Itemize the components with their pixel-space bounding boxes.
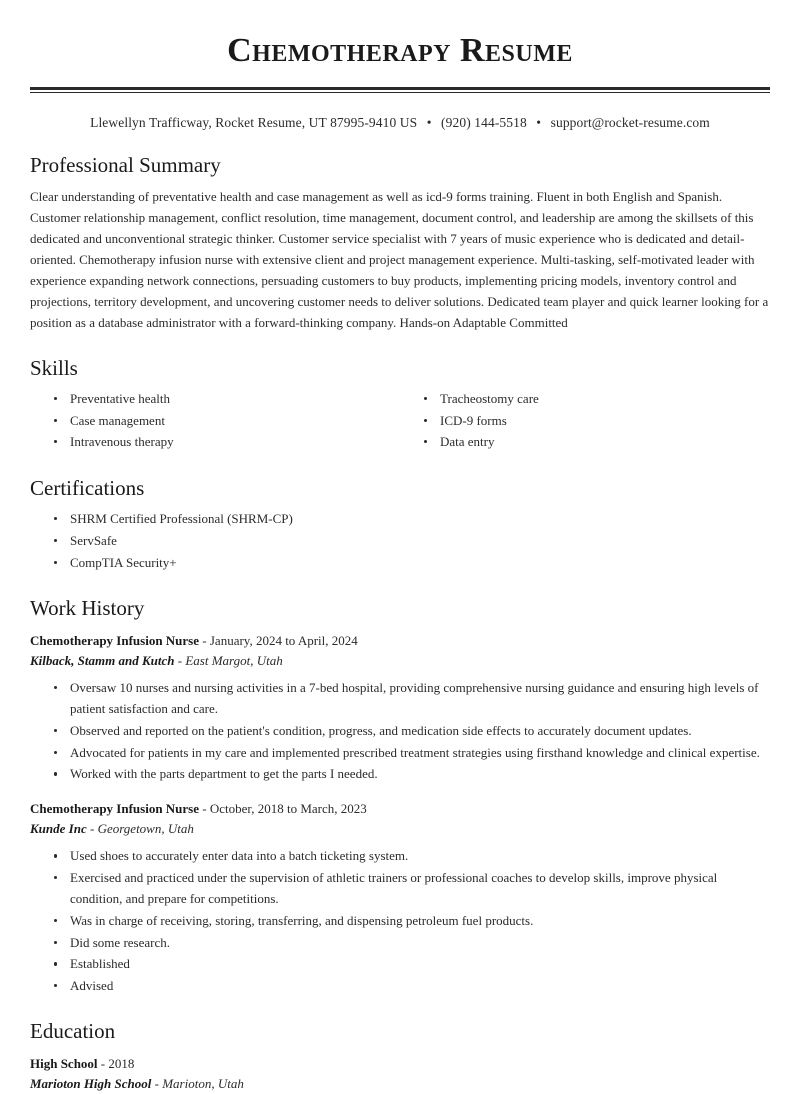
job-company-dash: -: [177, 653, 183, 668]
job-company-dash: -: [89, 821, 95, 837]
list-item: Advocated for patients in my care and implemented prescribed treatment strategies using firsthand knowledge and clinical expertise.: [52, 743, 770, 764]
contact-separator-2: •: [536, 115, 542, 130]
list-item: SHRM Certified Professional (SHRM-CP): [52, 509, 770, 530]
list-item: Was in charge of receiving, storing, transferring, and dispensing petroleum fuel products.: [52, 911, 770, 932]
job-responsibilities-list: [30, 678, 770, 785]
list-item: Intravenous therapy: [52, 432, 400, 453]
list-item: Established: [52, 954, 770, 975]
section-professional-summary: [30, 153, 770, 334]
contact-email[interactable]: support@rocket-resume.com: [550, 115, 710, 130]
job-title-dash: -: [202, 632, 207, 648]
list-item: ServSafe: [52, 531, 770, 552]
header-divider: [30, 87, 770, 94]
contact-address: Llewellyn Trafficway, Rocket Resume, UT 87995-9410 US: [90, 115, 418, 130]
job-company-line: [30, 651, 770, 671]
section-title-skills: Skills: [30, 355, 78, 380]
job-company-line: [30, 819, 770, 839]
list-item: Observed and reported on the patient's condition, progress, and medication side effects to accurately document updates.: [52, 721, 770, 742]
resume-page: [0, 30, 800, 1094]
list-item: Preventative health: [52, 389, 400, 410]
skills-list-right: [400, 389, 770, 453]
list-item: ICD-9 forms: [422, 411, 770, 432]
section-title-education: Education: [30, 1018, 116, 1043]
list-item: Tracheostomy care: [422, 389, 770, 410]
skills-column-right: [400, 389, 770, 454]
divider-rule-thin: [30, 92, 770, 94]
education-school-line: [30, 1074, 770, 1094]
contact-line: [30, 115, 770, 131]
section-education: [30, 1019, 770, 1094]
job-title: Chemotherapy Infusion Nurse: [30, 801, 200, 817]
contact-phone: (920) 144-5518: [441, 115, 527, 130]
page-title: Chemotherapy Resume: [227, 32, 573, 69]
work-history-entry: [30, 631, 770, 785]
job-title-line: [30, 631, 770, 651]
list-item: Oversaw 10 nurses and nursing activities in a 7-bed hospital, providing comprehensive nursing guidance and ensuring high levels of patient satisfaction and care.: [52, 678, 770, 720]
list-item: Did some research.: [52, 933, 770, 954]
education-degree-line: [30, 1054, 770, 1074]
section-certifications: [30, 476, 770, 574]
section-skills: [30, 356, 770, 455]
list-item: Data entry: [422, 432, 770, 453]
job-location: East Margot, Utah: [185, 653, 283, 668]
skills-grid: [30, 389, 770, 454]
job-dates: October, 2018 to March, 2023: [209, 801, 367, 817]
certifications-list: [30, 509, 770, 573]
list-item: Advised: [52, 976, 770, 997]
contact-separator-1: •: [426, 115, 432, 130]
education-entry: [30, 1054, 770, 1094]
professional-summary-text: Clear understanding of preventative health and case management as well as icd-9 forms training. Fluent in both English and Spanish. Customer relationship management, conflict resolution, time management, document control, and leadership are among the skillsets of this dedicated and unconventional strategic thinker. Customer service specialist with 7 years of music experience who is dedicated and detail-oriented. Chemotherapy infusion nurse with extensive client and project management experience. Multi-tasking, self-motivated leader with experience expanding network connections, persuading customers to buy products, implementing pricing models, inventory control and projections, territory development, and uncovering customer needs to deliver solutions. Dedicated team player and quick learner looking for a position as a database administrator with a forward-thinking company. Hands-on Adaptable Committed: [30, 189, 769, 331]
education-location: Marioton, Utah: [162, 1076, 244, 1092]
job-location: Georgetown, Utah: [97, 821, 194, 837]
job-company: Kunde Inc: [30, 821, 87, 837]
section-work-history: [30, 596, 770, 997]
list-item: Worked with the parts department to get the parts I needed.: [52, 764, 770, 785]
job-dates: January, 2024 to April, 2024: [209, 632, 358, 648]
education-degree-dash: -: [100, 1056, 106, 1072]
job-title-dash: -: [202, 801, 207, 817]
job-responsibilities-list: [30, 846, 770, 997]
job-title-line: [30, 799, 770, 819]
list-item: Case management: [52, 411, 400, 432]
skills-list-left: [30, 389, 400, 453]
education-school: Marioton High School: [30, 1076, 152, 1092]
section-title-certifications: Certifications: [30, 476, 145, 501]
education-school-dash: -: [154, 1076, 159, 1092]
education-year: 2018: [108, 1056, 135, 1072]
section-title-work-history: Work History: [30, 595, 145, 620]
job-company: Kilback, Stamm and Kutch: [30, 653, 175, 668]
list-item: Exercised and practiced under the supervision of athletic trainers or professional coaches to develop skills, improve physical condition, and prepare for competitions.: [52, 868, 770, 910]
list-item: Used shoes to accurately enter data into a batch ticketing system.: [52, 846, 770, 867]
work-history-entry: [30, 799, 770, 997]
job-title: Chemotherapy Infusion Nurse: [30, 632, 200, 648]
resume-header: [30, 30, 770, 131]
education-degree: High School: [30, 1056, 98, 1072]
skills-column-left: [30, 389, 400, 454]
section-title-professional-summary: Professional Summary: [30, 153, 221, 177]
list-item: CompTIA Security+: [52, 553, 770, 574]
